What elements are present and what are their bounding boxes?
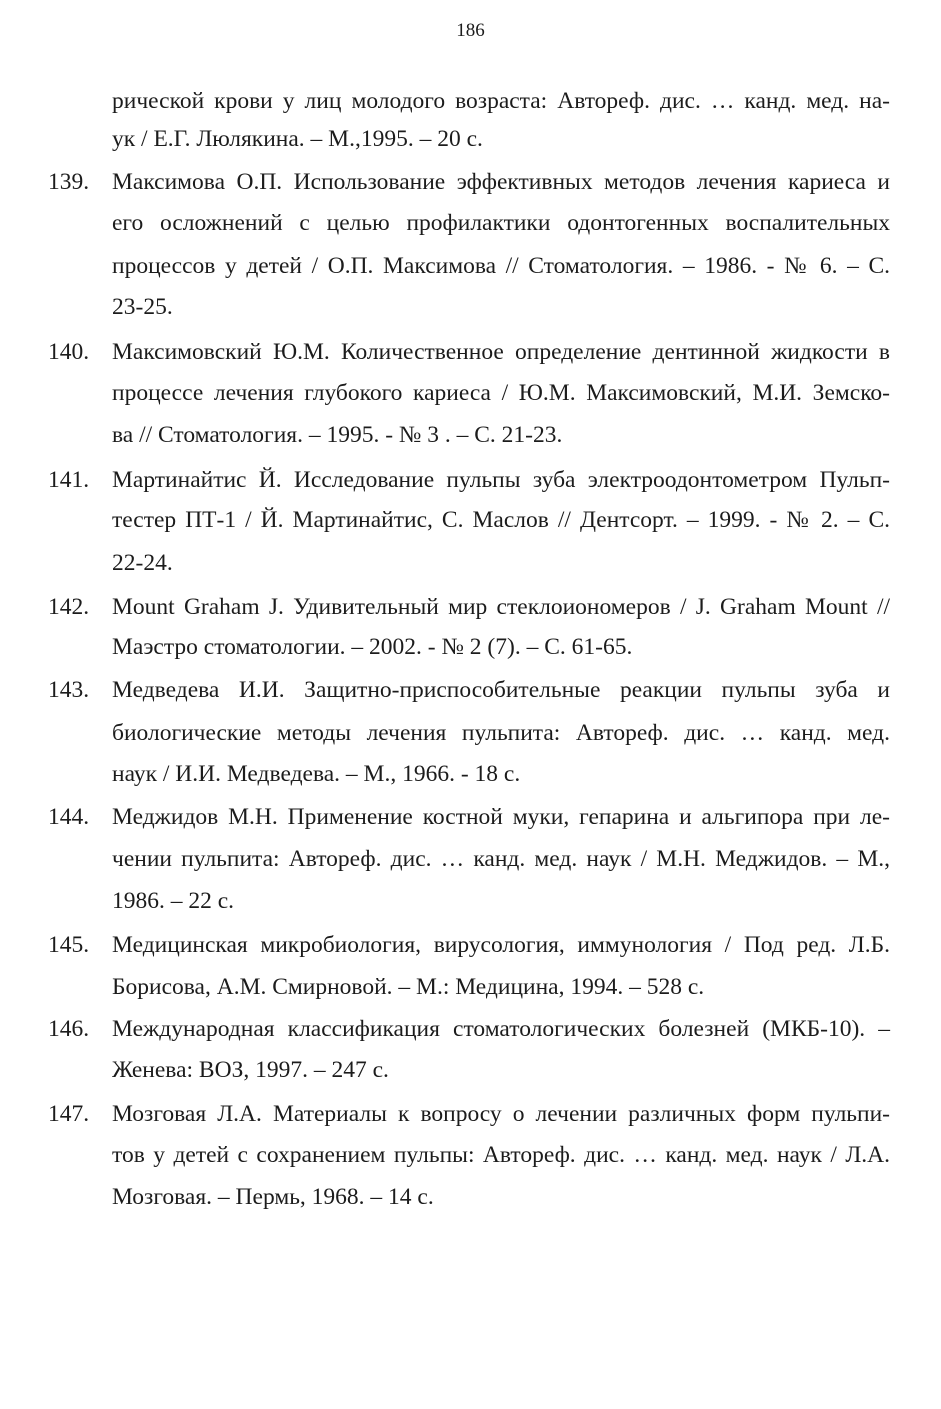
reference-number: 143. bbox=[48, 677, 90, 703]
reference-line: Международная классификация стоматологических болезней (МКБ-10). – bbox=[112, 1016, 890, 1042]
reference-number: 142. bbox=[48, 594, 90, 620]
reference-number: 147. bbox=[48, 1101, 90, 1127]
reference-line: Максимова О.П. Использование эффективных методов лечения кариеса и bbox=[112, 169, 890, 195]
reference-line: процессов у детей / О.П. Максимова // Стоматология. – 1986. - № 6. – С. bbox=[112, 253, 890, 279]
reference-number: 141. bbox=[48, 467, 90, 493]
page-number: 186 bbox=[456, 20, 485, 41]
reference-line: Маэстро стоматологии. – 2002. - № 2 (7). – С. 61-65. bbox=[112, 634, 633, 660]
reference-line: ва // Стоматология. – 1995. - № 3 . – С. 21-23. bbox=[112, 422, 563, 448]
reference-line: процессе лечения глубокого кариеса / Ю.М. Максимовский, М.И. Земско- bbox=[112, 380, 890, 406]
reference-line: Максимовский Ю.М. Количественное определение дентинной жидкости в bbox=[112, 339, 890, 365]
reference-line: Мозговая. – Пермь, 1968. – 14 с. bbox=[112, 1184, 434, 1210]
reference-number: 140. bbox=[48, 339, 90, 365]
reference-line: чении пульпита: Автореф. дис. … канд. мед. наук / М.Н. Меджидов. – М., bbox=[112, 846, 890, 872]
reference-line: его осложнений с целью профилактики одонтогенных воспалительных bbox=[112, 210, 890, 236]
reference-line: Мартинайтис Й. Исследование пульпы зуба электроодонтометром Пульп- bbox=[112, 467, 890, 493]
reference-line: рической крови у лиц молодого возраста: Автореф. дис. … канд. мед. на- bbox=[112, 88, 890, 114]
reference-line: ук / Е.Г. Люлякина. – М.,1995. – 20 с. bbox=[112, 126, 483, 152]
reference-line: Женева: ВОЗ, 1997. – 247 с. bbox=[112, 1057, 389, 1083]
reference-line: тов у детей с сохранением пульпы: Автореф. дис. … канд. мед. наук / Л.А. bbox=[112, 1142, 890, 1168]
reference-line: Борисова, А.М. Смирновой. – М.: Медицина, 1994. – 528 с. bbox=[112, 974, 705, 1000]
reference-line: тестер ПТ-1 / Й. Мартинайтис, С. Маслов // Дентсорт. – 1999. - № 2. – С. bbox=[112, 507, 890, 533]
reference-line: 22-24. bbox=[112, 550, 173, 576]
reference-line: Медицинская микробиология, вирусология, иммунология / Под ред. Л.Б. bbox=[112, 932, 890, 958]
reference-number: 144. bbox=[48, 804, 90, 830]
reference-number: 145. bbox=[48, 932, 90, 958]
reference-line: Меджидов М.Н. Применение костной муки, гепарина и альгипора при ле- bbox=[112, 804, 890, 830]
reference-line: 23-25. bbox=[112, 294, 173, 320]
reference-line: Mount Graham J. Удивительный мир стеклоиономеров / J. Graham Mount // bbox=[112, 594, 890, 620]
reference-number: 139. bbox=[48, 169, 90, 195]
reference-line: Медведева И.И. Защитно-приспособительные реакции пульпы зуба и bbox=[112, 677, 890, 703]
reference-line: Мозговая Л.А. Материалы к вопросу о лечении различных форм пульпи- bbox=[112, 1101, 890, 1127]
reference-line: наук / И.И. Медведева. – М., 1966. - 18 с. bbox=[112, 761, 521, 787]
reference-line: биологические методы лечения пульпита: Автореф. дис. … канд. мед. bbox=[112, 720, 890, 746]
reference-number: 146. bbox=[48, 1016, 90, 1042]
reference-line: 1986. – 22 с. bbox=[112, 888, 235, 914]
